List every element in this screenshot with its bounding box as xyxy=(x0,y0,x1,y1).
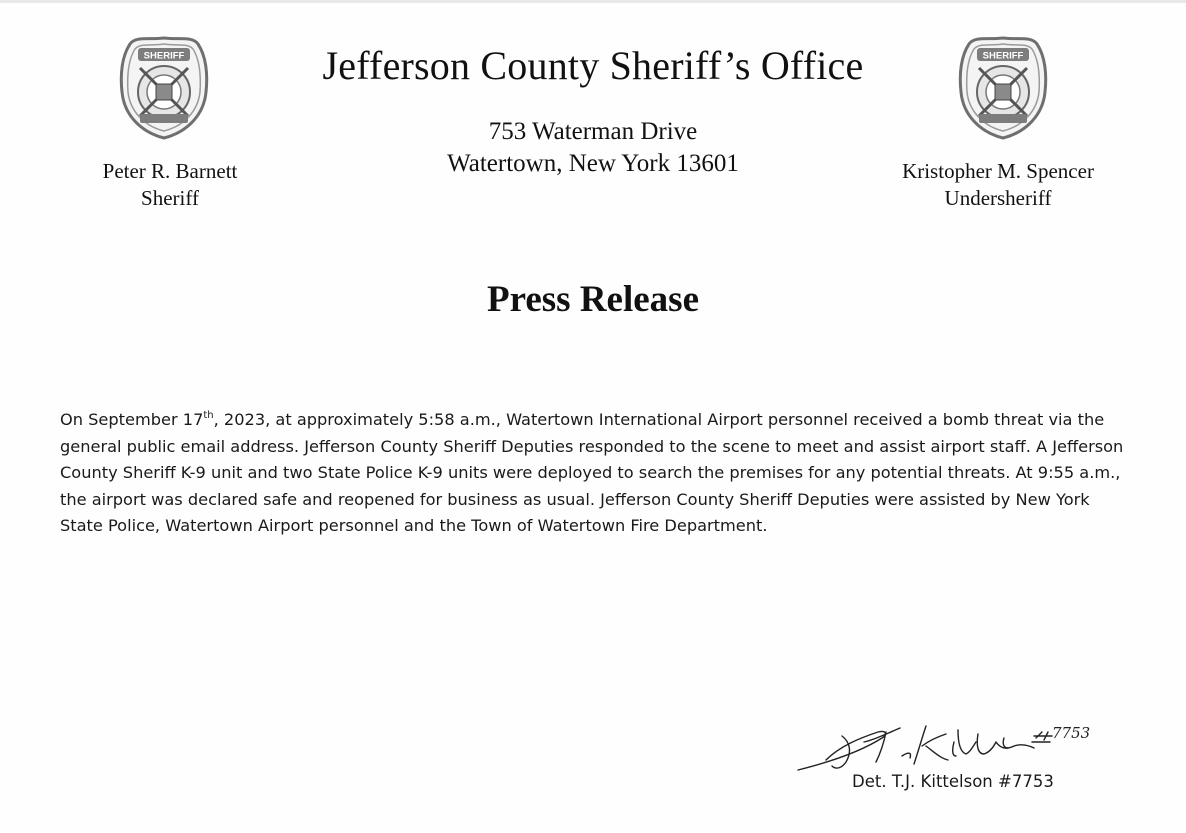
body-text-rest: , 2023, at approximately 5:58 a.m., Watertown International Airport personnel received a bomb threat via the general public email address. Jefferson County Sheriff Deputies responded to the scene to meet and assist airport staff. A Jefferson County Sheriff K-9 unit and two State Police K-9 units were deployed to search the premises for any potential threats. At 9:55 a.m., the airport was declared safe and reopened for business as usual. Jefferson County Sheriff Deputies were assisted by New York State Police, Watertown Airport personnel and the Town of Watertown Fire Department. xyxy=(60,410,1124,536)
sheriff-badge-icon xyxy=(118,34,210,142)
badge-top-text: SHERIFF xyxy=(143,50,185,62)
sheriff-name: Peter R. Barnett xyxy=(102,159,238,183)
sheriff-block xyxy=(60,158,280,212)
body-text-start: On September 17 xyxy=(60,410,204,429)
undersheriff-name: Kristopher M. Spencer xyxy=(902,159,1094,183)
sheriff-title: Sheriff xyxy=(141,186,199,210)
signatory-name: Det. T.J. Kittelson #7753 xyxy=(852,772,1054,791)
address-street: 753 Waterman Drive xyxy=(488,118,698,145)
office-name: Jefferson County Sheriff’s Office xyxy=(322,43,864,88)
address-city: Watertown, New York 13601 xyxy=(447,150,739,177)
badge-top-text: SHERIFF xyxy=(982,50,1024,62)
document-title: Press Release xyxy=(487,279,699,320)
svg-text:7753: 7753 xyxy=(1052,724,1091,742)
undersheriff-title: Undersheriff xyxy=(944,186,1052,210)
date-ordinal-suffix: th xyxy=(203,410,214,421)
undersheriff-block xyxy=(880,158,1116,212)
scan-edge xyxy=(0,0,1186,3)
office-address xyxy=(300,116,886,180)
release-body xyxy=(60,407,1130,540)
